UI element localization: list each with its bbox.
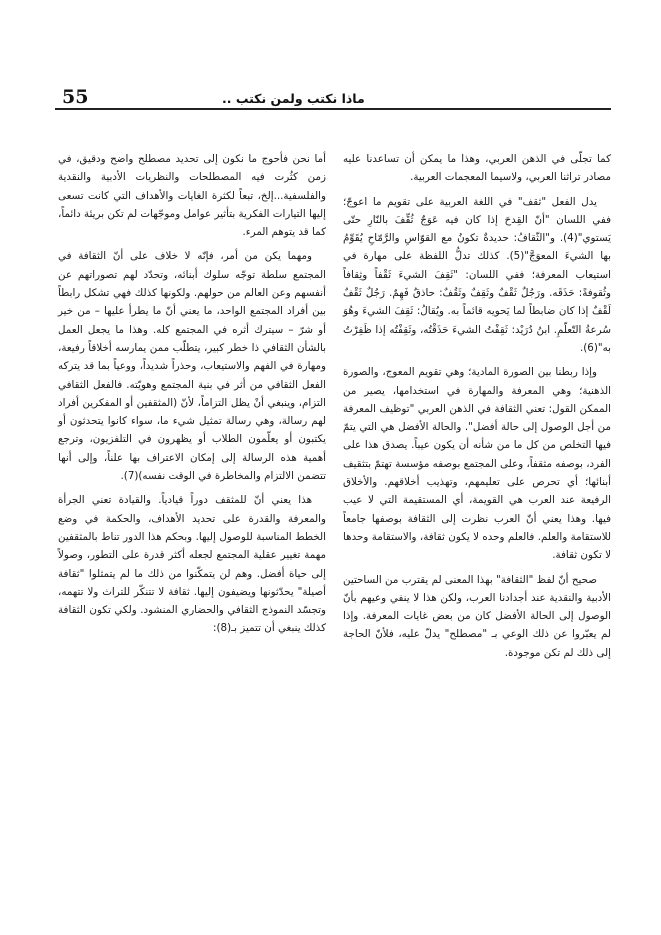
paragraph: وإذا ربطنا بين الصورة المادية؛ وهي تقويم المعوج، والصورة الذهنية؛ وهي المعرفة والمهارة في استخدامها، يصير من الممكن القول: تعني الثقافة في الذهن العربي "توظيف المعرفة من أجل الوصول إلى حالة أفضل". والحالة الأفضل هي التي يتمّ فيها التخلص من كل ما من شأنه أن يكون عيباً. يصدق هذا على الفرد، بوصفه مثقفاً، وعلى المجتمع بوصفه مؤسسة تهتمّ بتثقيف أبنائها؛ أي تحرص على تعليمهم، وتهذيب أخلاقهم. والأخلاق الرفيعة عند العرب هي القويمة، أي المستقيمة التي لا عيب فيها. وهذا يعني أنّ العرب نظرت إلى الثقافة بوصفها جامعاً للاستقامة والعلم. فالعلم وحده لا يكون ثقافة، والاستقامة وحدها لا تكون ثقافة. <box>343 366 611 562</box>
paragraph: هذا يعني أنّ للمثقف دوراً قيادياً. والقيادة تعني الجرأة والمعرفة والقدرة على تحديد الأهداف، والحكمة في وضع الخطط المناسبة للوصول إليها. وبحكم هذا الدور تناط بالمثقفين مهمة تغيير عقلية المجتمع لجعله أكثر قدرة على التطور، وصولاً إلى حياة أفضل. وهم لن يتمكّنوا من ذلك ما لم يتمثلوا "ثقافة أصيلة" يحدّثونها ويضيفون إليها. ثقافة لا تتنكّر للتراث ولا تتهمه، وتجسّد النموذج الثقافي والحضاري المنشود. ولكي تكون الثقافة كذلك ينبغي أن تتميز بـ(8): <box>58 494 326 635</box>
right-column <box>343 150 611 668</box>
paragraph: أما نحن فأحوج ما نكون إلى تحديد مصطلح واضح ودقيق، في زمن كثُرت فيه المصطلحات والنظريات الأدبية والنقدية والفلسفية...إلخ، تبعاً لكثرة الغايات والأهداف التي كانت تسعى إليها التيارات الفكرية بتأثير عوامل وموجّهات لم تكن بريئة دائماً، كما قد يتوهم المرء. <box>58 153 326 239</box>
paragraph: ومهما يكن من أمر، فإنّه لا خلاف على أنّ الثقافة في المجتمع سلطة توجّه سلوك أبنائه، وتحدّد لهم تصوراتهم عن أنفسهم وعن العالم من حولهم. ولكونها كذلك فهي تشكل رابطاً بين أفراد المجتمع الواحد، ما يعني أنّ ما يطرأ عليها – من خير أو شرّ – سيترك أثره في المجتمع كله. وهذا ما يجعل العمل بالشأن الثقافي ذا خطر كبير، يتطلّب ممن يمارسه أخلاقاً رفيعة، ومهارة في الفهم والاستيعاب، وحذراً شديداً، ووعياً بما قد يتركه الفعل الثقافي من أثر في بنية المجتمع وهويّته. فالفعل الثقافي التزام، وينبغي أنْ يظل التزاماً، لأنّ (المثقفين أو المفكرين أفراد لهم رسالة، وهي رسالة تمثيل شيء ما، سواء كانوا يتحدثون أو يكتبون أو يعلّمون الطلاب أو يظهرون في التلفزيون، وترجع أهمية هذه الرسالة إلى إمكان الاعتراف بها علناً، وإلى أنها تتضمن الالتزام والمخاطرة في الوقت نفسه)(7). <box>58 250 326 483</box>
running-title: ماذا نكتب ولمن نكتب .. <box>222 91 365 106</box>
paragraph: يدل الفعل "ثقف" في اللغة العربية على تقويم ما اعوجّ؛ ففي اللسان "أنّ القِدحَ إذا كان فيه عَوَجٌ ثُقِّفَ بالنّارِ حتّى يَستوي"(4). و"الثّقافُ: حديدةٌ تكونُ مع القوّاسِ والرَّمّاحِ يُقَوِّمُ بها الشيءَ المعوَجَّ"(5). كذلك تدلُّ اللفظة على مهارة في استيعاب المعرفة؛ ففي اللسان: "ثَقِفَ الشيءَ ثَقْفاً وثِقافاً وثُقوفةً: حَذَقَه. ورَجُلٌ ثَقْفٌ وثَقِفٌ وثَقُفٌ: حاذقٌ فَهِمٌ. رَجُلٌ ثَقْفٌ لَقْفٌ إذا كان ضابطاً لما يَحويه قائماً به. ويُقالُ: ثَقِفَ الشيءَ وهُوَ سُرعةُ التّعلّمِ. ابنُ دُرَيْد: ثَقِفْتُ الشيءَ حَذَقْتُه، وثَقِفْتُه إذا ظَفِرْتُ به"(6). <box>343 195 612 354</box>
header-rule <box>55 108 611 110</box>
left-column <box>58 150 326 644</box>
page-number: 55 <box>62 86 89 108</box>
paragraph: صحيح أنّ لفظ "الثقافة" بهذا المعنى لم يقترب من الساحتين الأدبية والنقدية عند أجدادنا العرب، ولكن هذا لا ينفي وعيهم بأنّ الوصول إلى الحالة الأفضل كان من بعض غايات المعرفة. وإذا لم يعبّروا عن ذلك الوعي بـ "مصطلح" يدلّ عليه، فلأنّ الحاجة إلى ذلك لم تكن موجودة. <box>343 573 611 659</box>
paragraph: كما تجلّى في الذهن العربي، وهذا ما يمكن أن تساعدنا عليه مصادر تراثنا العربي، ولاسيما المعجمات العربية. <box>343 153 611 184</box>
